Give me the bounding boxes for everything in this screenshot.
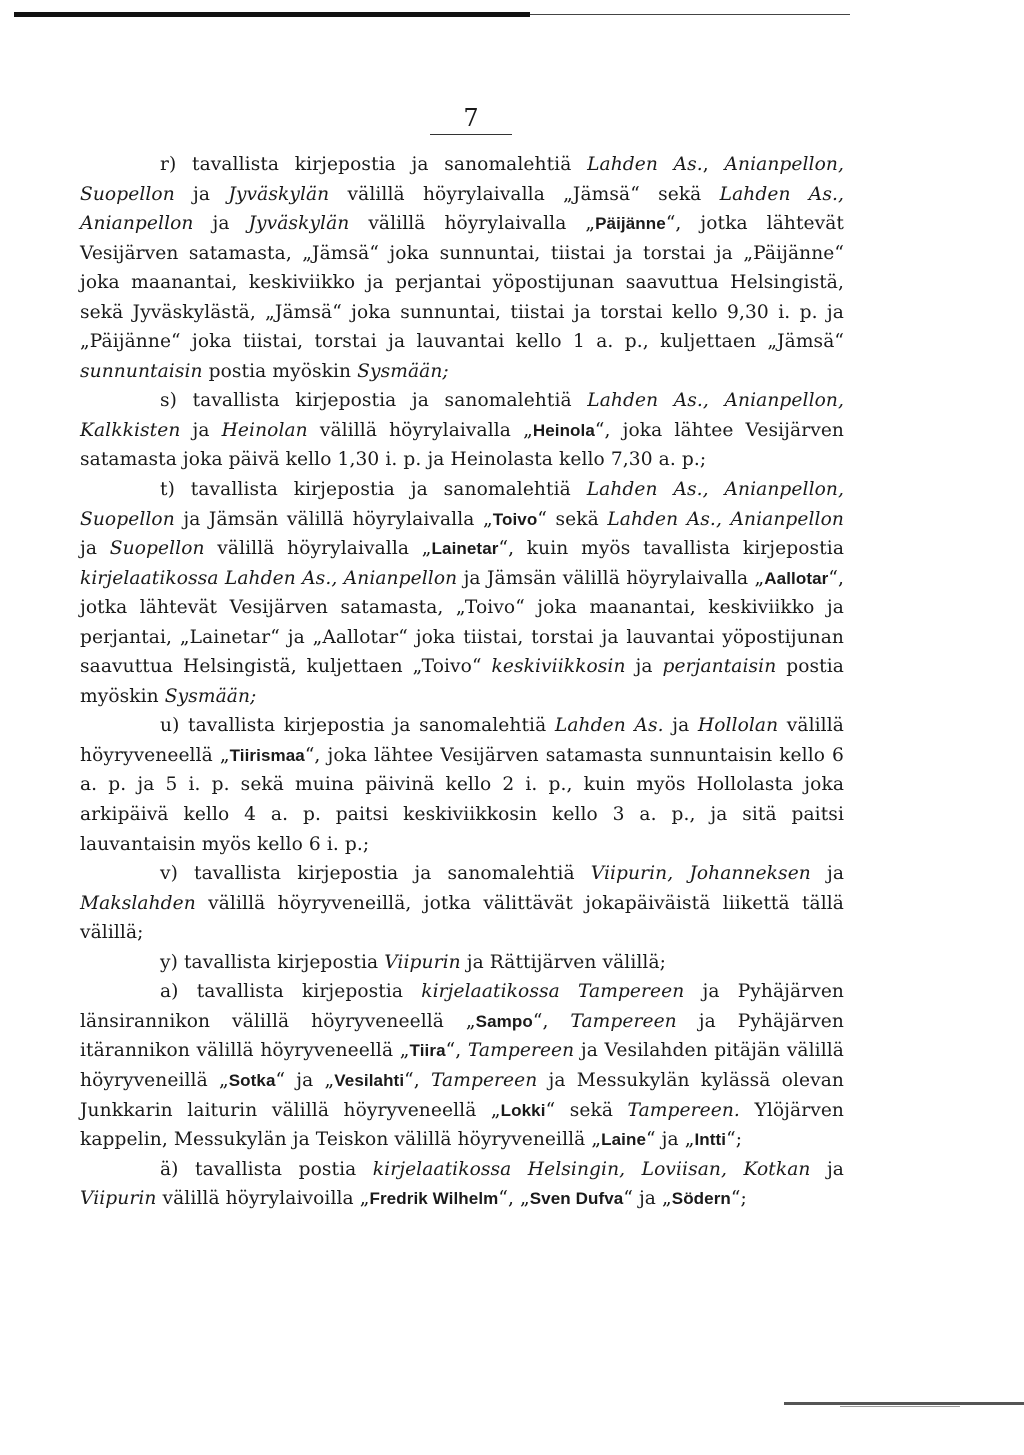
- ship-name: Toivo: [492, 509, 538, 529]
- text-run: välillä höyrylaivalla „: [349, 213, 596, 235]
- page-number: 7: [430, 104, 512, 135]
- text-run: ja: [174, 183, 229, 205]
- italic-run: Lahden As., Anianpellon: [80, 183, 844, 235]
- paragraph: [80, 475, 844, 711]
- text-run: ja: [810, 863, 845, 885]
- paragraph: [80, 859, 844, 948]
- italic-run: Tampereen: [467, 1040, 575, 1062]
- text-run: ja: [663, 715, 698, 737]
- ship-name: Sven Dufva: [529, 1189, 624, 1209]
- italic-run: Lahden As., Anianpellon: [607, 508, 844, 530]
- italic-run: kirjelaatikossa Lahden As., Anianpellon: [80, 567, 458, 589]
- italic-run: Viipurin, Johanneksen: [590, 863, 811, 885]
- paragraph: [80, 150, 844, 386]
- ship-name: Tiira: [409, 1041, 446, 1061]
- text-run: välillä höyrylaivoilla „: [156, 1188, 370, 1210]
- text-run: välillä höyryveneellä „: [80, 715, 844, 766]
- ship-name: Sampo: [475, 1011, 533, 1031]
- top-rule: [14, 12, 530, 17]
- italic-run: Viipurin: [80, 1188, 157, 1210]
- italic-run: Makslahden: [80, 892, 196, 914]
- italic-run: Tampereen: [430, 1069, 538, 1091]
- text-run: “, jotka lähtevät Vesijärven satamasta, „Jämsä“ joka sunnuntai, tiistai ja torstai ja „Päijänne“ joka maanantai, keskiviikko ja perjantai yöpostijunan saavuttua Helsingistä, sekä Jyväskylästä, „Jämsä“ joka sunnuntai, tiistai ja torstai kello 9,30 i. p. ja „Päijänne“ joka tiistai, torstai ja lauvantai kello 1 a. p., kuljettaen „Jämsä“: [80, 213, 844, 353]
- text-run: “, joka lähtee Vesijärven satamasta joka päivä kello 1,30 i. p. ja Heinolasta kello 7,30 a. p.;: [80, 419, 844, 471]
- text-run: “,: [445, 1040, 468, 1062]
- text-run: ja: [625, 656, 663, 678]
- paragraph: [80, 386, 844, 475]
- ship-name: Lainetar: [431, 539, 499, 559]
- italic-run: kirjelaatikossa Helsingin, Loviisan, Kotkan: [372, 1158, 811, 1180]
- text-run: ja: [193, 213, 249, 235]
- italic-run: Lahden As.: [587, 154, 703, 175]
- top-rule-thin: [530, 14, 850, 15]
- paragraph: [80, 711, 844, 859]
- italic-run: Lahden As.: [554, 715, 664, 737]
- italic-run: Jyväskylän: [248, 213, 350, 235]
- text-run: “;: [726, 1129, 743, 1151]
- ship-name: Södern: [671, 1189, 731, 1209]
- text-run: välillä höyryveneillä, jotka välittävät jokapäiväistä liikettä tällä välillä;: [80, 892, 844, 944]
- italic-run: Anianpellon, Suopellon: [80, 154, 844, 205]
- text-body: [80, 150, 844, 1214]
- text-run: “ ja „: [646, 1129, 695, 1151]
- text-run: ja Rättijärven välillä;: [460, 951, 667, 973]
- ship-name: Sotka: [228, 1070, 276, 1090]
- text-run: t) tavallista kirjepostia ja sanomalehtiä: [160, 479, 587, 501]
- text-run: “ sekä: [545, 1099, 628, 1121]
- text-run: ja Jämsän välillä höyrylaivalla „: [174, 508, 493, 530]
- text-run: ja Vesilahden pitäjän välillä höyryveneillä „: [80, 1040, 844, 1091]
- italic-run: Tampereen.: [627, 1099, 740, 1121]
- text-run: “, „: [498, 1188, 530, 1210]
- text-run: “ ja „: [623, 1188, 672, 1210]
- text-run: välillä höyrylaivalla „: [204, 538, 432, 560]
- ship-name: Laine: [601, 1130, 647, 1150]
- bottom-rule-thin: [840, 1406, 960, 1407]
- text-run: ja Jämsän välillä höyrylaivalla „: [457, 567, 765, 589]
- italic-run: Sysmään;: [357, 360, 449, 382]
- italic-run: Lahden As., Anianpellon, Suopellon: [80, 479, 845, 530]
- text-run: “, joka lähtee Vesijärven satamasta sunnuntaisin kello 6 a. p. ja 5 i. p. sekä muina päivinä kello 2 i. p., kuin myös Hollolasta joka arkipäivä kello 4 a. p. paitsi keskiviikkosin kello 3 a. p., ja sitä paitsi lauvantaisin myös kello 6 i. p.;: [80, 744, 844, 855]
- text-run: ja Pyhäjärven itärannikon välillä höyryveneellä „: [80, 1010, 844, 1062]
- paragraph: [80, 977, 844, 1154]
- paragraph: [80, 1155, 844, 1214]
- text-run: ,: [702, 154, 725, 175]
- italic-run: kirjelaatikossa Tampereen: [421, 981, 685, 1003]
- text-run: välillä höyrylaivalla „: [307, 419, 533, 441]
- text-run: ja Pyhäjärven länsirannikon välillä höyryveneellä „: [80, 981, 844, 1032]
- text-run: v) tavallista kirjepostia ja sanomalehtiä: [160, 863, 591, 885]
- text-run: ja: [810, 1158, 844, 1180]
- italic-run: Sysmään;: [164, 685, 257, 707]
- text-run: y) tavallista kirjepostia: [160, 951, 385, 973]
- text-run: ja Messukylän kylässä olevan Junkkarin laiturin välillä höyryveneellä „: [80, 1069, 844, 1121]
- text-run: ja: [180, 419, 222, 441]
- ship-name: Aallotar: [764, 568, 829, 588]
- text-run: Ylöjärven kappelin, Messukylän ja Teiskon välillä höyryveneillä „: [80, 1099, 844, 1151]
- text-run: postia myöskin: [80, 656, 844, 707]
- italic-run: keskiviikkosin: [491, 656, 626, 678]
- italic-run: perjantaisin: [662, 656, 777, 678]
- text-run: postia myöskin: [202, 360, 358, 382]
- text-run: s) tavallista kirjepostia ja sanomalehtiä: [160, 390, 588, 412]
- text-run: “, kuin myös tavallista kirjepostia: [498, 538, 844, 560]
- text-run: “;: [730, 1188, 747, 1210]
- text-run: r) tavallista kirjepostia ja sanomalehtiä: [160, 154, 588, 175]
- italic-run: Viipurin: [384, 951, 461, 973]
- ship-name: Lokki: [500, 1100, 546, 1120]
- bottom-rule: [784, 1402, 1024, 1405]
- text-run: ä) tavallista postia: [160, 1158, 373, 1180]
- text-run: u) tavallista kirjepostia ja sanomalehtiä: [160, 715, 555, 737]
- ship-name: Vesilahti: [334, 1070, 405, 1090]
- ship-name: Heinola: [532, 420, 595, 440]
- text-run: “ sekä: [537, 508, 608, 530]
- italic-run: sunnuntaisin: [80, 360, 203, 382]
- text-run: “,: [404, 1069, 431, 1091]
- ship-name: Intti: [694, 1130, 727, 1150]
- ship-name: Tiirismaa: [229, 745, 305, 765]
- italic-run: Jyväskylän: [228, 183, 330, 205]
- text-run: “, jotka lähtevät Vesijärven satamasta, „Toivo“ joka maanantai, keskiviikko ja perjantai, „Lainetar“ ja „Aallotar“ joka tiistai, torstai ja lauvantai yöpostijunan saavuttua Helsingistä, kuljettaen „Toivo“: [80, 567, 844, 678]
- italic-run: Hollolan: [697, 715, 779, 737]
- text-run: “ ja „: [275, 1069, 335, 1091]
- text-run: ja: [80, 538, 110, 560]
- italic-run: Suopellon: [109, 538, 205, 560]
- ship-name: Fredrik Wilhelm: [369, 1189, 499, 1209]
- ship-name: Päijänne: [595, 214, 666, 234]
- text-run: välillä höyrylaivalla „Jämsä“ sekä: [329, 183, 720, 205]
- text-run: a) tavallista kirjepostia: [160, 981, 422, 1003]
- paragraph: [80, 948, 844, 978]
- text-run: “,: [532, 1010, 571, 1032]
- italic-run: Tampereen: [570, 1010, 677, 1032]
- italic-run: Heinolan: [221, 419, 308, 441]
- italic-run: Lahden As., Anianpellon, Kalkkisten: [80, 390, 845, 441]
